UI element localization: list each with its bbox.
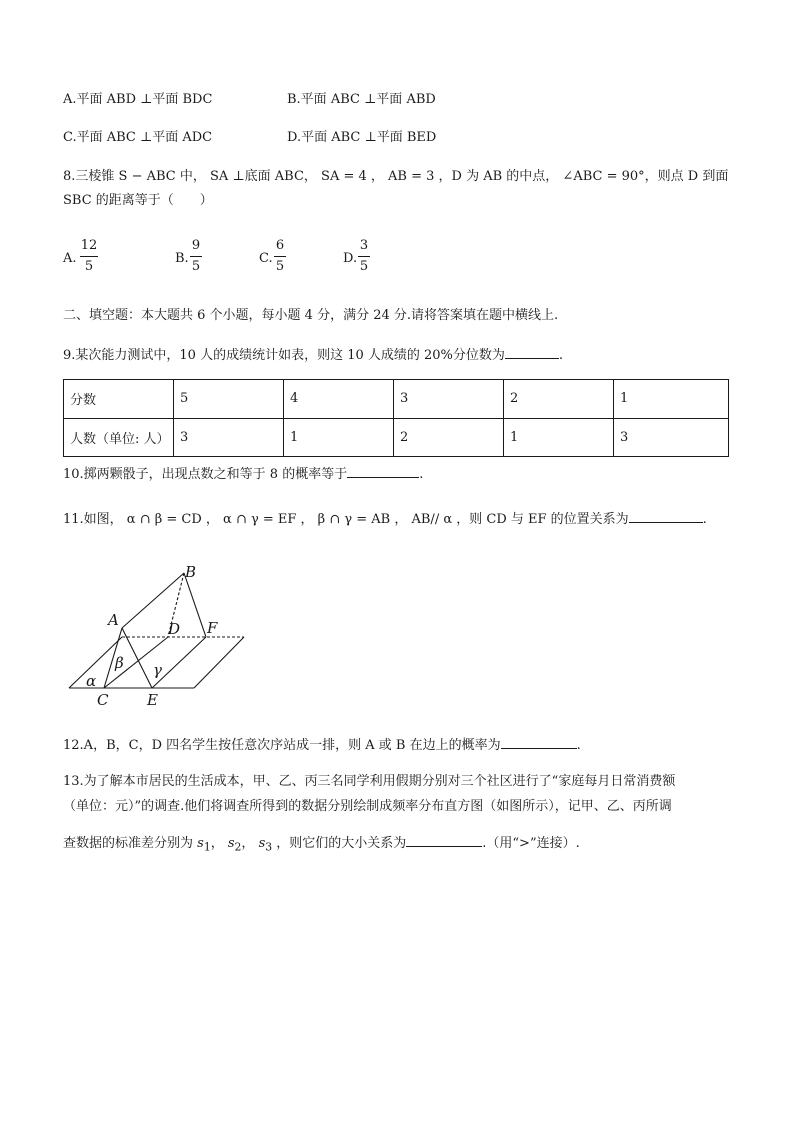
q13-line3-start: 查数据的标准差分别为 — [63, 836, 194, 851]
answer-blank — [505, 344, 559, 359]
fraction-numerator: 12 — [80, 238, 98, 253]
table-cell: 1 — [614, 380, 729, 419]
q9-text: 9.某次能力测试中，10 人的成绩统计如表，则这 10 人成绩的 20%分位数为 — [63, 348, 505, 363]
q8-option-b-fraction — [190, 238, 202, 275]
table-header-count: 人数（单位: 人） — [64, 418, 174, 457]
q13-stem-line1: 13.为了解本市居民的生活成本，甲、乙、丙三名同学利用假期分别对三个社区进行了“家庭每月日常消费额 — [63, 774, 676, 789]
q12-stem — [63, 734, 581, 755]
line-bf — [184, 573, 206, 637]
label-gamma: γ — [153, 661, 162, 679]
q7-option-b: B.平面 ABC ⊥平面 ABD — [287, 92, 436, 107]
q7-option-c: C.平面 ABC ⊥平面 ADC — [63, 130, 213, 145]
q8-option-a-label: A. — [63, 251, 77, 266]
fraction-numerator: 9 — [191, 238, 201, 253]
label-f: F — [207, 619, 218, 637]
plane-alpha-right-edge — [194, 637, 244, 688]
table-cell: 3 — [174, 418, 284, 457]
fraction-numerator: 6 — [275, 238, 285, 253]
q8-stem-line2: SBC 的距离等于（ ） — [63, 193, 213, 208]
fraction-denominator: 5 — [84, 259, 94, 274]
q8-option-d-fraction — [358, 238, 370, 275]
fraction-denominator: 5 — [359, 259, 369, 274]
table-cell: 1 — [504, 418, 614, 457]
subscript: 1 — [203, 840, 211, 854]
fraction-numerator: 3 — [359, 238, 369, 253]
q12-end: . — [576, 738, 581, 753]
label-beta: β — [115, 654, 124, 672]
q9-stem — [63, 344, 563, 365]
label-b: B — [185, 563, 197, 581]
q11-end: . — [702, 512, 707, 527]
fraction-bar — [358, 256, 370, 257]
fraction-bar — [80, 256, 98, 257]
q12-text: 12.A，B，C，D 四名学生按任意次序站成一排，则 A 或 B 在边上的概率为 — [63, 738, 501, 753]
q10-stem — [63, 463, 423, 484]
q8-stem-line1: 8.三棱锥 S − ABC 中， SA ⊥底面 ABC， SA = 4 ， AB = 3 ，D 为 AB 的中点， ∠ABC = 90°，则点 D 到面 — [63, 169, 729, 184]
q9-end: . — [558, 348, 564, 363]
table-cell: 1 — [284, 418, 394, 457]
score-table — [63, 379, 729, 457]
symbol-s: s — [227, 836, 235, 851]
q10-end: . — [419, 467, 424, 482]
label-c: C — [97, 691, 109, 709]
q13-stem-line2: （单位：元）”的调查.他们将调查所得到的数据分别绘制成频率分布直方图（如图所示），记甲、乙、丙所调 — [63, 799, 672, 814]
table-row-scores — [64, 380, 729, 419]
q8-option-c-label: C. — [259, 251, 273, 266]
label-alpha: α — [86, 672, 97, 690]
table-header-score: 分数 — [64, 380, 174, 419]
q8-option-c-fraction — [274, 238, 286, 275]
table-row-counts — [64, 418, 729, 457]
fraction-denominator: 5 — [275, 259, 285, 274]
table-cell: 3 — [394, 380, 504, 419]
separator: ， — [210, 836, 228, 851]
q11-planes-figure — [64, 562, 254, 712]
q11-text: 11.如图， α ∩ β = CD ， α ∩ γ = EF ， β ∩ γ = AB ， AB// α ，则 CD 与 EF 的位置关系为 — [63, 512, 629, 527]
separator: ， — [241, 836, 259, 851]
q8-option-b-label: B. — [175, 251, 189, 266]
answer-blank — [347, 463, 419, 478]
table-cell: 4 — [284, 380, 394, 419]
q11-stem — [63, 508, 707, 529]
label-e: E — [147, 691, 158, 709]
table-cell: 3 — [614, 418, 729, 457]
table-cell: 2 — [504, 380, 614, 419]
subscript: 2 — [234, 840, 242, 854]
answer-blank — [629, 508, 703, 523]
q13-line3-mid: ，则它们的大小关系为 — [276, 836, 407, 851]
q10-text: 10.掷两颗骰子，出现点数之和等于 8 的概率等于 — [63, 467, 348, 482]
table-cell: 5 — [174, 380, 284, 419]
fraction-bar — [190, 256, 202, 257]
q8-option-d-label: D. — [343, 251, 358, 266]
q8-option-a-fraction — [80, 238, 98, 275]
subscript: 3 — [265, 840, 273, 854]
q13-line3-end: .（用“>”连接）. — [482, 836, 580, 851]
q7-option-a: A.平面 ABD ⊥平面 BDC — [63, 92, 213, 107]
fraction-bar — [274, 256, 286, 257]
symbol-s: s — [197, 836, 204, 851]
answer-blank — [501, 734, 577, 749]
symbol-s: s — [258, 836, 266, 851]
q13-stem-line3 — [63, 832, 580, 857]
fraction-denominator: 5 — [191, 259, 201, 274]
q7-option-d: D.平面 ABC ⊥平面 BED — [287, 130, 437, 145]
section-heading-fill-in: 二、填空题：本大题共 6 个小题，每小题 4 分，满分 24 分.请将答案填在题中横线上. — [63, 308, 559, 323]
label-a: A — [108, 611, 119, 629]
table-cell: 2 — [394, 418, 504, 457]
answer-blank — [406, 832, 482, 847]
label-d: D — [168, 620, 181, 638]
